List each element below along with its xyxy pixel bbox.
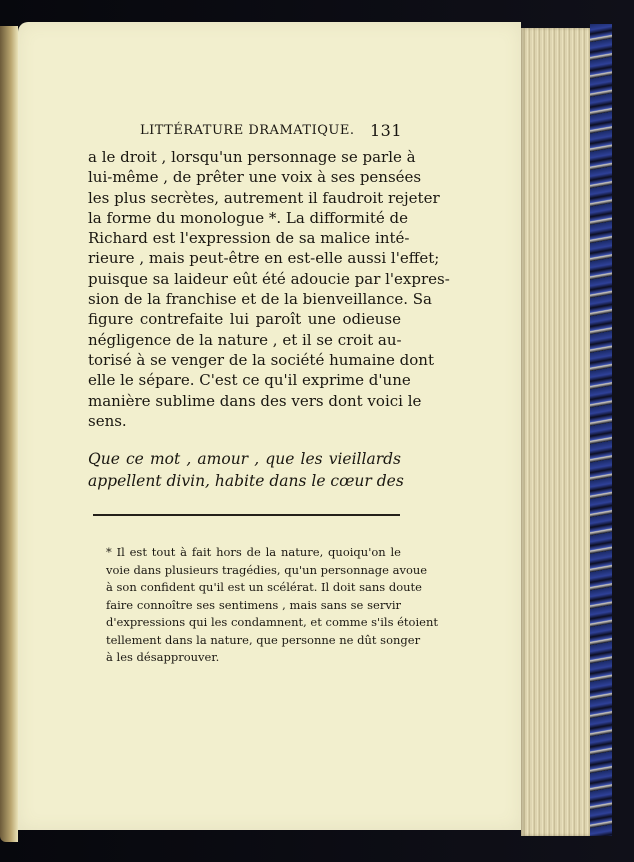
footnote-line: tellement dans la nature, que personne ne dût songer (106, 632, 421, 647)
quote-line: appellent divin, habite dans le cœur des (88, 471, 404, 490)
body-line: sens. (88, 411, 127, 430)
body-line: elle le sépare. C'est ce qu'il exprime d'une (88, 371, 411, 390)
running-title: LITTÉRATURE DRAMATIQUE. (140, 122, 355, 138)
footnote-line: faire connoître ses sentimens , mais sans se servir (106, 597, 401, 612)
body-line: négligence de la nature , et il se croit au- (88, 330, 402, 349)
footnote-divider (93, 514, 400, 516)
footnote-line: à les désapprouver. (106, 650, 220, 664)
body-line: rieure , mais peut-être en est-elle aussi l'effet; (88, 249, 440, 268)
body-line: la forme du monologue *. La difformité de (88, 208, 408, 227)
body-line: figure contrefaite lui paroît une odieuse (88, 310, 401, 329)
body-line: sion de la franchise et de la bienveillance. Sa (88, 290, 432, 309)
quote-line: Que ce mot , amour , que les vieillards (88, 450, 401, 468)
footnote-line: * Il est tout à fait hors de la nature, quoiqu'on le (106, 545, 401, 559)
marbled-cover-edge (590, 24, 612, 836)
body-text (88, 147, 450, 431)
facing-page-edge (0, 26, 18, 842)
body-line: Richard est l'expression de sa malice inté- (88, 229, 410, 248)
body-line: lui-même , de prêter une voix à ses pensées (88, 168, 422, 187)
page-fore-edge (521, 28, 601, 836)
body-line: manière sublime dans des vers dont voici le (88, 391, 422, 410)
body-line: torisé à se venger de la société humaine dont (88, 350, 434, 369)
footnote-line: voie dans plusieurs tragédies, qu'un personnage avoue (106, 562, 428, 577)
footnote (106, 544, 438, 667)
verse-quote (88, 449, 404, 492)
body-line: puisque sa laideur eût été adoucie par l'expres- (88, 269, 450, 288)
page-number: 131 (369, 120, 402, 140)
footnote-line: à son confident qu'il est un scélérat. Il doit sans doute (106, 580, 422, 594)
page-header (140, 121, 402, 139)
body-line: a le droit , lorsqu'un personnage se parle à (88, 148, 416, 166)
body-line: les plus secrètes, autrement il faudroit rejeter (88, 188, 440, 207)
footnote-line: d'expressions qui les condamnent, et comme s'ils étoient (106, 615, 438, 629)
